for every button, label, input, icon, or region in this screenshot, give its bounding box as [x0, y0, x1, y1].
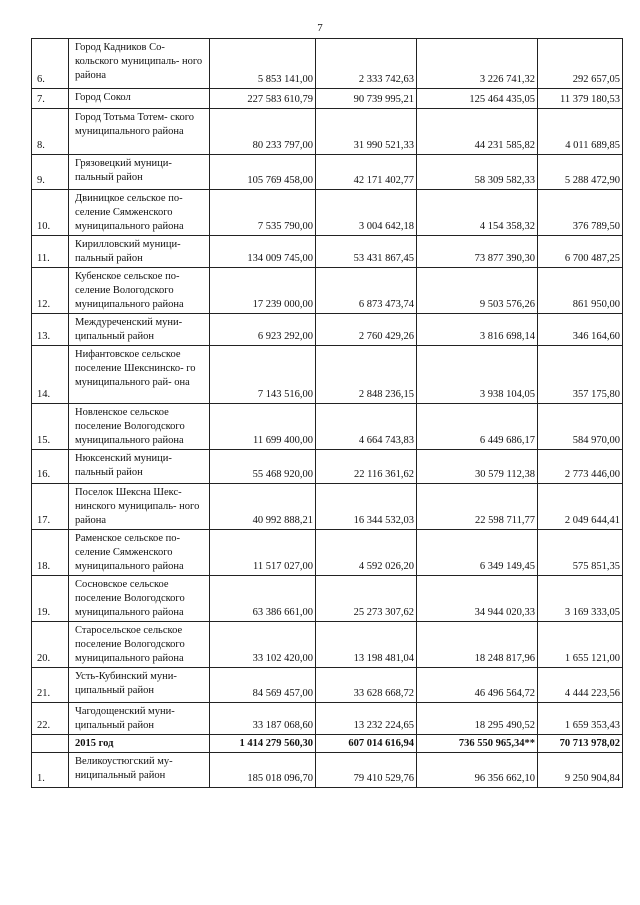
amount-col4: 376 789,50 — [538, 190, 623, 236]
row-number: 11. — [32, 236, 69, 268]
amount-col2: 16 344 532,03 — [316, 484, 417, 530]
amount-total: 6 923 292,00 — [210, 314, 316, 346]
municipality-name: 2015 год — [69, 735, 210, 753]
amount-col3: 3 938 104,05 — [417, 346, 538, 404]
amount-col4: 4 444 223,56 — [538, 668, 623, 703]
amount-col4: 2 773 446,00 — [538, 450, 623, 484]
amount-col3: 3 816 698,14 — [417, 314, 538, 346]
amount-total: 7 535 790,00 — [210, 190, 316, 236]
amount-col4: 11 379 180,53 — [538, 89, 623, 109]
amount-total: 80 233 797,00 — [210, 109, 316, 155]
amount-col4: 292 657,05 — [538, 39, 623, 89]
amount-col4: 575 851,35 — [538, 530, 623, 576]
municipality-name: Нюксенский муници- пальный район — [69, 450, 210, 484]
amount-total: 11 517 027,00 — [210, 530, 316, 576]
amount-col3: 18 295 490,52 — [417, 703, 538, 735]
amount-col3: 3 226 741,32 — [417, 39, 538, 89]
table-row — [32, 314, 623, 346]
table-row — [32, 703, 623, 735]
table-row — [32, 576, 623, 622]
amount-col2: 3 004 642,18 — [316, 190, 417, 236]
table-row — [32, 236, 623, 268]
amount-col2: 31 990 521,33 — [316, 109, 417, 155]
row-number: 22. — [32, 703, 69, 735]
table-row — [32, 109, 623, 155]
amount-col3: 6 349 149,45 — [417, 530, 538, 576]
table-row — [32, 346, 623, 404]
municipality-name: Нифантовское сельское поселение Шекснинско- го муниципального рай- она — [69, 346, 210, 404]
row-number: 7. — [32, 89, 69, 109]
amount-col4: 584 970,00 — [538, 404, 623, 450]
amount-col4: 3 169 333,05 — [538, 576, 623, 622]
amount-col2: 22 116 361,62 — [316, 450, 417, 484]
municipality-name: Город Тотьма Тотем- ского муниципального района — [69, 109, 210, 155]
amount-col2: 2 848 236,15 — [316, 346, 417, 404]
row-number: 17. — [32, 484, 69, 530]
amount-col4: 2 049 644,41 — [538, 484, 623, 530]
municipality-name: Кирилловский муници- пальный район — [69, 236, 210, 268]
table-row — [32, 89, 623, 109]
amount-col4: 6 700 487,25 — [538, 236, 623, 268]
amount-col4: 861 950,00 — [538, 268, 623, 314]
amount-total: 11 699 400,00 — [210, 404, 316, 450]
table-row — [32, 268, 623, 314]
amount-col2: 4 592 026,20 — [316, 530, 417, 576]
table-row — [32, 530, 623, 576]
amount-col2: 13 232 224,65 — [316, 703, 417, 735]
amount-col4: 9 250 904,84 — [538, 753, 623, 788]
amount-col2: 79 410 529,76 — [316, 753, 417, 788]
municipality-name: Город Сокол — [69, 89, 210, 109]
amount-col4: 70 713 978,02 — [538, 735, 623, 753]
municipality-name: Кубенское сельское по- селение Вологодского муниципального района — [69, 268, 210, 314]
municipality-name: Двиницкое сельское по- селение Сямженского муниципального района — [69, 190, 210, 236]
amount-col2: 13 198 481,04 — [316, 622, 417, 668]
municipality-name: Город Кадников Со- кольского муниципаль- ного района — [69, 39, 210, 89]
table-row — [32, 155, 623, 190]
amount-col4: 5 288 472,90 — [538, 155, 623, 190]
municipality-name: Междуреченский муни- ципальный район — [69, 314, 210, 346]
amount-col3: 46 496 564,72 — [417, 668, 538, 703]
amount-total: 33 102 420,00 — [210, 622, 316, 668]
amount-total: 227 583 610,79 — [210, 89, 316, 109]
municipality-name: Великоустюгский му- ниципальный район — [69, 753, 210, 788]
row-number: 20. — [32, 622, 69, 668]
amount-col4: 4 011 689,85 — [538, 109, 623, 155]
table-row — [32, 484, 623, 530]
amount-total: 84 569 457,00 — [210, 668, 316, 703]
amount-col3: 4 154 358,32 — [417, 190, 538, 236]
amount-total: 105 769 458,00 — [210, 155, 316, 190]
table-row — [32, 190, 623, 236]
amount-col2: 607 014 616,94 — [316, 735, 417, 753]
amount-col4: 346 164,60 — [538, 314, 623, 346]
table-body — [32, 39, 623, 788]
amount-col2: 53 431 867,45 — [316, 236, 417, 268]
amount-col3: 96 356 662,10 — [417, 753, 538, 788]
amount-col2: 2 333 742,63 — [316, 39, 417, 89]
municipality-name: Старосельское сельское поселение Вологодского муниципального района — [69, 622, 210, 668]
row-number: 21. — [32, 668, 69, 703]
amount-col2: 25 273 307,62 — [316, 576, 417, 622]
table-row — [32, 622, 623, 668]
municipality-name: Поселок Шексна Шекс- нинского муниципаль- ного района — [69, 484, 210, 530]
amount-col4: 357 175,80 — [538, 346, 623, 404]
row-number: 14. — [32, 346, 69, 404]
amount-total: 185 018 096,70 — [210, 753, 316, 788]
allocation-table — [31, 38, 623, 788]
year-summary-row — [32, 735, 623, 753]
amount-col3: 6 449 686,17 — [417, 404, 538, 450]
amount-total: 7 143 516,00 — [210, 346, 316, 404]
table-row — [32, 450, 623, 484]
amount-col3: 736 550 965,34** — [417, 735, 538, 753]
amount-col2: 2 760 429,26 — [316, 314, 417, 346]
page-number: 7 — [317, 22, 323, 34]
table-row — [32, 39, 623, 89]
municipality-name: Раменское сельское по- селение Сямженского муниципального района — [69, 530, 210, 576]
row-number: 18. — [32, 530, 69, 576]
municipality-name: Грязовецкий муници- пальный район — [69, 155, 210, 190]
amount-col3: 22 598 711,77 — [417, 484, 538, 530]
table-row — [32, 753, 623, 788]
row-number: 12. — [32, 268, 69, 314]
amount-col2: 6 873 473,74 — [316, 268, 417, 314]
row-number: 15. — [32, 404, 69, 450]
row-number: 8. — [32, 109, 69, 155]
amount-total: 33 187 068,60 — [210, 703, 316, 735]
amount-col3: 44 231 585,82 — [417, 109, 538, 155]
amount-col2: 4 664 743,83 — [316, 404, 417, 450]
amount-total: 5 853 141,00 — [210, 39, 316, 89]
amount-total: 55 468 920,00 — [210, 450, 316, 484]
amount-col2: 33 628 668,72 — [316, 668, 417, 703]
row-number: 1. — [32, 753, 69, 788]
municipality-name: Сосновское сельское поселение Вологодского муниципального района — [69, 576, 210, 622]
amount-col2: 90 739 995,21 — [316, 89, 417, 109]
amount-total: 1 414 279 560,30 — [210, 735, 316, 753]
amount-total: 40 992 888,21 — [210, 484, 316, 530]
amount-col3: 34 944 020,33 — [417, 576, 538, 622]
amount-col3: 58 309 582,33 — [417, 155, 538, 190]
row-number: 9. — [32, 155, 69, 190]
table-row — [32, 404, 623, 450]
row-number: 16. — [32, 450, 69, 484]
amount-total: 63 386 661,00 — [210, 576, 316, 622]
row-number — [32, 735, 69, 753]
amount-col4: 1 659 353,43 — [538, 703, 623, 735]
row-number: 19. — [32, 576, 69, 622]
municipality-name: Новленское сельское поселение Вологодского муниципального района — [69, 404, 210, 450]
amount-col3: 30 579 112,38 — [417, 450, 538, 484]
table-row — [32, 668, 623, 703]
amount-col3: 125 464 435,05 — [417, 89, 538, 109]
row-number: 10. — [32, 190, 69, 236]
amount-total: 134 009 745,00 — [210, 236, 316, 268]
municipality-name: Чагодощенский муни- ципальный район — [69, 703, 210, 735]
amount-col3: 18 248 817,96 — [417, 622, 538, 668]
amount-col2: 42 171 402,77 — [316, 155, 417, 190]
amount-col4: 1 655 121,00 — [538, 622, 623, 668]
amount-col3: 9 503 576,26 — [417, 268, 538, 314]
amount-col3: 73 877 390,30 — [417, 236, 538, 268]
row-number: 6. — [32, 39, 69, 89]
municipality-name: Усть-Кубинский муни- ципальный район — [69, 668, 210, 703]
amount-total: 17 239 000,00 — [210, 268, 316, 314]
row-number: 13. — [32, 314, 69, 346]
